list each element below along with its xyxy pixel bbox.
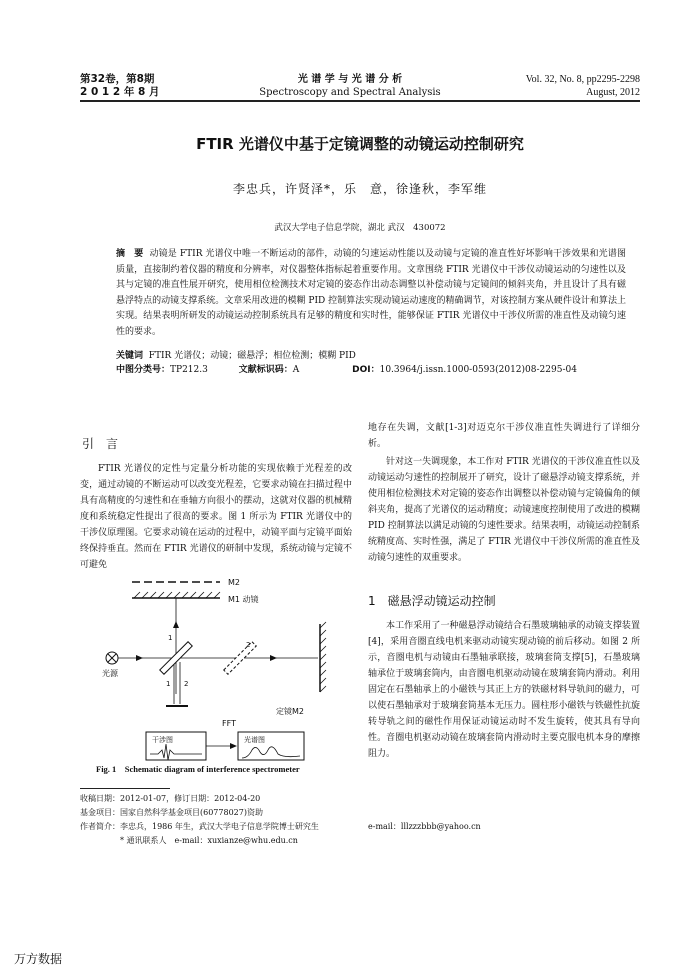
clc-value: TP212.3 xyxy=(170,365,208,375)
label-light-source: 光源 xyxy=(102,669,118,678)
right-continuation: 地存在失调，文献[1-3]对迈克尔干涉仪准直性失调进行了详细分析。 xyxy=(368,423,640,449)
label-interferogram: 干涉图 xyxy=(152,736,173,744)
footnote-bio: 作者简介：李忠兵，1986 年生，武汉大学电子信息学院博士研究生 xyxy=(80,822,319,831)
clc-label: 中图分类号： xyxy=(116,365,171,375)
section-1-heading: 1 磁悬浮动镜运动控制 xyxy=(368,594,496,608)
date-line: August, 2012 xyxy=(586,87,640,98)
keywords xyxy=(116,349,636,363)
label-out-1: 1 xyxy=(166,680,171,688)
keywords-label: 关键词 xyxy=(116,351,144,361)
abstract-label: 摘 要 xyxy=(116,249,144,259)
affiliation: 武汉大学电子信息学院，湖北 武汉 430072 xyxy=(274,223,446,233)
footnote-received: 收稿日期：2012-01-07，修订日期：2012-04-20 xyxy=(80,794,261,803)
m1-hatch xyxy=(134,592,220,598)
intro-paragraph: FTIR 光谱仪的定性与定量分析功能的实现依赖于光程差的改变，通过动镜的不断运动可以改变光程差，它要求动镜在扫描过程中具有高精度的匀速性和在垂轴方向很小的摆动，这就对仪器的机械精度和系统稳定性提出了很高的要求。图 1 所示为 FTIR 光谱仪中的干涉仪原理图。它要求动镜在运动的过程中，动镜平面与定镜平面始终保持垂直。然而在 FTIR 光谱仪的研制中发现，系统动镜与定镜不可避免 xyxy=(80,464,352,570)
paper-title: FTIR 光谱仪中基于定镜调整的动镜运动控制研究 xyxy=(196,135,524,153)
keywords-text: FTIR 光谱仪；动镜；磁悬浮；相位检测；模糊 PID xyxy=(148,351,356,361)
doi-value: 10.3964/j.issn.1000-0593(2012)08-2295-04 xyxy=(379,365,577,375)
beam-arrow-up xyxy=(173,621,179,628)
volume-date: 2 0 1 2 年 8 月 xyxy=(80,86,160,98)
citation-line: Vol. 32, No. 8, pp2295-2298 xyxy=(525,74,640,85)
doi-label: DOI： xyxy=(352,365,380,375)
footnote-corresp: * 通讯联系人 e-mail：xuxianze@whu.edu.cn xyxy=(120,836,298,845)
intro-heading: 引 言 xyxy=(82,437,119,451)
journal-name-en: Spectroscopy and Spectral Analysis xyxy=(259,87,441,98)
label-beam-2-right: 2 xyxy=(246,641,251,649)
journal-name xyxy=(200,73,500,99)
abstract xyxy=(116,247,626,340)
volume-issue: 第32卷，第8期 xyxy=(80,73,155,85)
footnotes xyxy=(80,792,380,848)
beam-arrow-right-2 xyxy=(270,655,277,661)
journal-citation xyxy=(526,73,640,99)
right-paragraph-2: 针对这一失调现象，本工作对 FTIR 光谱仪的干涉仪准直性以及动镜运动匀速性的控制展开了研究，设计了磁悬浮动镜支撑系统，并使用相位检测技术对定镜的姿态作出调整以补偿动镜与定镜偏角的倾斜夹角，提高了光谱仪的运动精度；动镜速度控制使用了改进的模糊 PID 控制算法以满足动镜的匀速性要求。结果表明，动镜运动控制系统精度高、实时性强，满足了 FTIR 光谱仪中干涉仪所需的准直性及动镜匀速性的双重要求。 xyxy=(368,457,640,563)
section-1-paragraph: 本工作采用了一种磁悬浮动镜结合石墨玻璃轴承的动镜支撑装置[4]，采用音圈直线电机来驱动动镜实现动镜的前后移动。如图 2 所示，音圈电机与动镜由石墨轴承联接，玻璃套筒支撑[5]，石墨玻璃轴承位于玻璃套筒内，由音圈电机驱动动镜在玻璃套筒内滑动。利用固定在石墨轴承上的小磁铁与其正上方的铁磁材料导轨间的磁力，可以使石墨轴承对于玻璃套筒基本无压力。圆柱形小磁铁与铁磁性抗旋转导轨之间的磁性作用保证动镜运动时不发生旋转，使其具有导向性。音圈电机驱动动镜在玻璃套筒内滑动时主要克服电机本身的摩擦阻力。 xyxy=(368,621,640,759)
classification xyxy=(116,363,636,377)
doc-code-value: A xyxy=(292,365,300,375)
header-rule xyxy=(80,100,640,102)
label-out-2: 2 xyxy=(184,680,189,688)
label-fft: FFT xyxy=(222,719,236,728)
label-m1: M1 动镜 xyxy=(228,595,259,604)
abstract-text: 动镜是 FTIR 光谱仪中唯一不断运动的部件，动镜的匀速运动性能以及动镜与定镜的准直性好坏影响干涉效果和光谱图质量，直接制约着仪器的精度和分辨率，对仪器整体指标起着重要作用。文章围绕 FTIR 光谱仪中干涉仪动镜运动的匀速性以及其与定镜的准直性展开研究，使用相位检测技术对定镜的姿态作出动态调整以补偿动镜与定镜间的倾斜夹角，并且设计了具有磁悬浮特点的动镜支撑系统。文章采用改进的模糊 PID 控制算法实现动镜运动速度的精确调节，对该控制方案从硬件设计和算法上实现。结果表明所研发的动镜运动控制系统具有足够的精度和实时性，能够保证 FTIR 光谱仪中干涉仪所需的准直性及动镜匀速性的要求。 xyxy=(116,249,626,337)
label-fixed-mirror: 定镜M2 xyxy=(276,707,304,716)
figure-1-diagram xyxy=(88,574,348,762)
watermark-text: 万方数据 xyxy=(14,952,63,966)
fixed-mirror-hatch xyxy=(320,622,326,692)
footnote-fund: 基金项目：国家自然科学基金项目(60778027)资助 xyxy=(80,808,263,817)
journal-volume xyxy=(80,73,159,99)
label-beam-1: 1 xyxy=(168,634,173,642)
doc-code-label: 文献标识码： xyxy=(238,365,293,375)
beam-arrow-right xyxy=(136,655,143,661)
figure-1-caption: Fig. 1 Schematic diagram of interference spectrometer xyxy=(96,764,300,774)
journal-name-cn: 光 谱 学 与 光 谱 分 析 xyxy=(297,74,403,85)
author-list: 李忠兵，许贤泽*，乐 意，徐逢秋，李军维 xyxy=(232,182,487,196)
footnote-rule xyxy=(80,788,170,789)
label-spectrum: 光谱图 xyxy=(244,736,265,744)
label-m2: M2 xyxy=(228,578,240,587)
footnote-bio-email: e-mail：lllzzzbbb@yahoo.cn xyxy=(368,822,481,831)
